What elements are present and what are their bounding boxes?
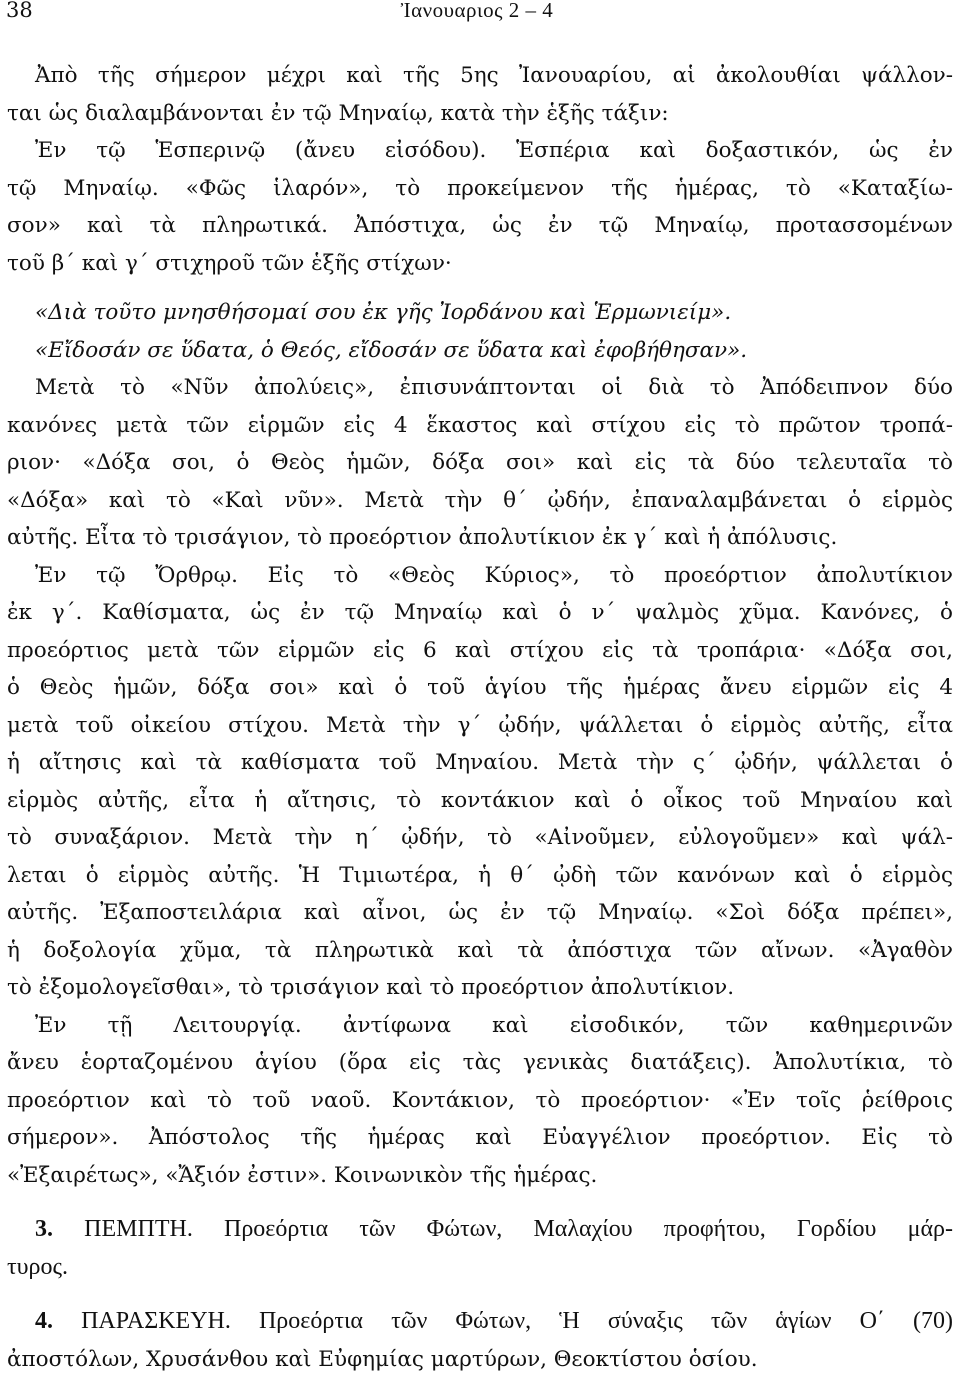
- text-line: μετὰ τοῦ οἰκείου στίχου. Μετὰ τὴν γ΄ ᾠδήν, ψάλλεται ὁ εἱρμὸς αὐτῆς, εἶτα: [7, 712, 953, 738]
- text-line: τοῦ β΄ καὶ γ΄ στιχηροῦ τῶν ἑξῆς στίχων·: [7, 250, 452, 276]
- text-line: Ἐν τῷ Ὄρθρῳ. Εἰς τὸ «Θεὸς Κύριος», τὸ προεόρτιον ἀπολυτίκιον: [35, 562, 953, 588]
- text-line: ἄνευ ἑορταζομένου ἁγίου (ὅρα εἰς τὰς γενικὰς διατάξεις). Ἀπολυτίκια, τὸ: [7, 1050, 953, 1075]
- paragraph-liturgy: [7, 1007, 953, 1195]
- day-number: 3.: [35, 1216, 53, 1242]
- text-line: κανόνες μετὰ τῶν εἱρμῶν εἰς 4 ἕκαστος καὶ στίχου εἰς τὸ πρῶτον τροπά-: [7, 412, 953, 438]
- day-number: 4.: [35, 1308, 53, 1334]
- day-line: τυρος.: [7, 1253, 69, 1280]
- day-title: ΠΑΡΑΣΚΕΥΗ. Προεόρτια τῶν Φώτων, Ἡ σύναξις τῶν ἁγίων Ο΄ (70): [81, 1308, 953, 1334]
- text-line: ται ὡς διαλαμβάνονται ἐν τῷ Μηναίῳ, κατὰ τὴν ἑξῆς τάξιν:: [7, 100, 669, 126]
- spacer: [7, 1286, 953, 1303]
- day-entry-3: [7, 1211, 953, 1286]
- paragraph-compline: [7, 369, 953, 557]
- text-line: σήμερον». Ἀπόστολος τῆς ἡμέρας καὶ Εὐαγγέλιον προεόρτιον. Εἰς τὸ: [7, 1125, 953, 1150]
- text-line: Ἀπὸ τῆς σήμερον μέχρι καὶ τῆς 5ης Ἰανουαρίου, αἱ ἀκολουθίαι ψάλλον-: [35, 63, 953, 88]
- text-line: Ἐν τῇ Λειτουργίᾳ. ἀντίφωνα καὶ εἰσοδικόν, τῶν καθημερινῶν: [35, 1012, 953, 1038]
- text-line: εἱρμὸς αὐτῆς, εἶτα ἡ αἴτησις, τὸ κοντάκιον καὶ ὁ οἶκος τοῦ Μηναίου καὶ: [7, 787, 953, 813]
- verses-block: [7, 294, 953, 369]
- text-line: Ἐν τῷ Ἑσπερινῷ (ἄνευ εἰσόδου). Ἑσπέρια καὶ δοξαστικόν, ὡς ἐν: [35, 138, 953, 163]
- text-line: «Ἐξαιρέτως», «Ἄξιόν ἐστιν». Κοινωνικὸν τῆς ἡμέρας.: [7, 1162, 598, 1188]
- text-line: τῷ Μηναίῳ. «Φῶς ἱλαρόν», τὸ προκείμενον τῆς ἡμέρας, τὸ «Καταξίω-: [7, 175, 953, 201]
- text-line: ἡ αἴτησις καὶ τὰ καθίσματα τοῦ Μηναίου. Μετὰ τὴν ς΄ ᾠδήν, ψάλλεται ὁ: [7, 750, 953, 775]
- text-line: ριον· «Δόξα σοι, ὁ Θεὸς ἡμῶν, δόξα σοι» καὶ εἰς τὰ δύο τελευταῖα τὸ: [7, 450, 953, 475]
- text-line: τὸ συναξάριον. Μετὰ τὴν η΄ ᾠδήν, τὸ «Αἰνοῦμεν, εὐλογοῦμεν» καὶ ψάλ-: [7, 825, 953, 850]
- text-line: προεόρτιον καὶ τὸ τοῦ ναοῦ. Κοντάκιον, τὸ προεόρτιον· «Ἐν τοῖς ῥείθροις: [7, 1087, 953, 1113]
- page-body: [7, 57, 953, 1378]
- page-header: [6, 0, 948, 28]
- text-line: Μετὰ τὸ «Νῦν ἀπολύεις», ἐπισυνάπτονται οἱ διὰ τὸ Ἀπόδειπνον δύο: [35, 375, 953, 400]
- text-line: ἡ δοξολογία χῦμα, τὰ πληρωτικὰ καὶ τὰ ἀπόστιχα τῶν αἴνων. «Ἀγαθὸν: [7, 937, 953, 963]
- spacer: [7, 1194, 953, 1211]
- text-line: ὁ Θεὸς ἡμῶν, δόξα σοι» καὶ ὁ τοῦ ἁγίου τῆς ἡμέρας ἄνευ εἱρμῶν εἰς 4: [7, 675, 953, 700]
- day-line: ἀποστόλων, Χρυσάνθου καὶ Εὐφημίας μαρτύρων, Θεοκτίστου ὁσίου.: [7, 1346, 758, 1372]
- day-heading: [7, 1211, 953, 1249]
- spacer: [7, 282, 953, 294]
- running-head: Ἰανουαριος 2 – 4: [400, 0, 554, 22]
- text-line: λεται ὁ εἱρμὸς αὐτῆς. Ἡ Τιμιωτέρα, ἡ θ΄ ᾠδὴ τῶν κανόνων καὶ ὁ εἱρμὸς: [7, 862, 953, 888]
- text-line: αὐτῆς. Εἶτα τὸ τρισάγιον, τὸ προεόρτιον ἀπολυτίκιον ἐκ γ΄ καὶ ἡ ἀπόλυσις.: [7, 525, 838, 550]
- text-line: τὸ ἐξομολογεῖσθαι», τὸ τρισάγιον καὶ τὸ προεόρτιον ἀπολυτίκιον.: [7, 975, 735, 1000]
- paragraph-orthros: [7, 557, 953, 1007]
- text-line: αὐτῆς. Ἐξαποστειλάρια καὶ αἶνοι, ὡς ἐν τῷ Μηναίῳ. «Σοὶ δόξα πρέπει»,: [7, 900, 953, 925]
- page-number: 38: [6, 0, 33, 22]
- text-line: σον» καὶ τὰ πληρωτικά. Ἀπόστιχα, ὡς ἐν τῷ Μηναίῳ, προτασσομένων: [7, 213, 953, 238]
- text-line: «Δόξα» καὶ τὸ «Καὶ νῦν». Μετὰ τὴν θ΄ ᾠδήν, ἐπαναλαμβάνεται ὁ εἱρμὸς: [7, 487, 953, 513]
- text-line: προεόρτιος μετὰ τῶν εἱρμῶν εἰς 6 καὶ στίχου εἰς τὰ τροπάρια· «Δόξα σοι,: [7, 637, 953, 663]
- day-entry-4: [7, 1303, 953, 1378]
- day-title: ΠΕΜΠΤΗ. Προεόρτια τῶν Φώτων, Μαλαχίου προφήτου, Γορδίου μάρ-: [84, 1216, 953, 1242]
- verse-line: «Εἴδοσάν σε ὕδατα, ὁ Θεός, εἴδοσάν σε ὕδατα καὶ ἐφοβήθησαν».: [35, 337, 748, 363]
- day-heading: [7, 1303, 953, 1341]
- verse-line: «Διὰ τοῦτο μνησθήσομαί σου ἐκ γῆς Ἰορδάνου καὶ Ἑρμωνιείμ».: [35, 300, 732, 325]
- text-line: ἐκ γ΄. Καθίσματα, ὡς ἐν τῷ Μηναίῳ καὶ ὁ ν΄ ψαλμὸς χῦμα. Κανόνες, ὁ: [7, 600, 953, 625]
- paragraph-intro: [7, 57, 953, 282]
